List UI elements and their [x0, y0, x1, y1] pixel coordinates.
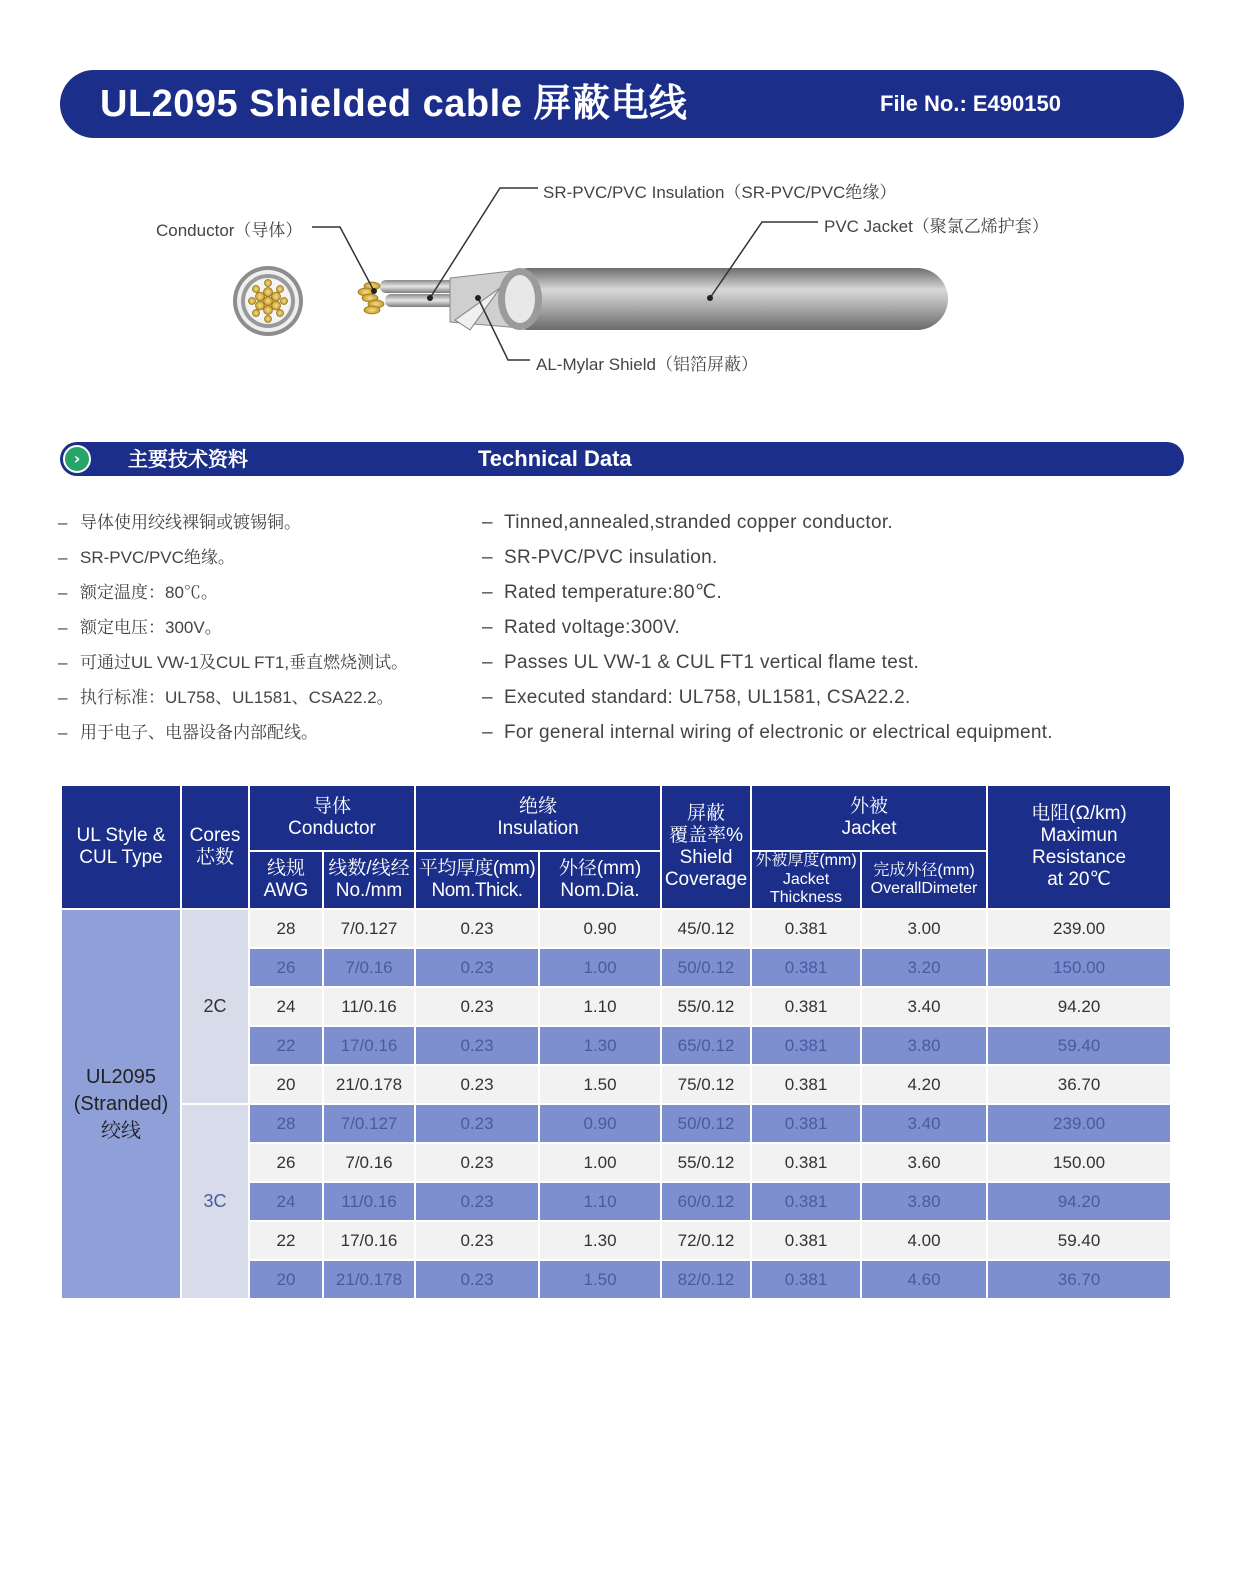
list-item: – SR-PVC/PVC绝缘。 — [58, 548, 235, 567]
table-cell: 0.23 — [415, 909, 539, 948]
section-header — [60, 442, 1184, 476]
list-item: – Executed standard: UL758, UL1581, CSA22.2. — [482, 687, 911, 708]
table-cell: 239.00 — [987, 909, 1171, 948]
list-item: – For general internal wiring of electronic or electrical equipment. — [482, 722, 1053, 743]
spec-list-en — [482, 505, 1202, 750]
table-cell: 1.00 — [539, 948, 661, 987]
table-cell: 4.60 — [861, 1260, 987, 1299]
list-item: – 可通过UL VW-1及CUL FT1,垂直燃烧测试。 — [58, 653, 409, 672]
table-cell: 0.23 — [415, 1065, 539, 1104]
header-strand: 线数/线经 No./mm — [323, 851, 415, 909]
table-cell: 65/0.12 — [661, 1026, 751, 1065]
table-cell: 55/0.12 — [661, 987, 751, 1026]
list-item: – 执行标准：UL758、UL1581、CSA22.2。 — [58, 688, 394, 707]
table-cell: 4.20 — [861, 1065, 987, 1104]
table-cell: 3.80 — [861, 1182, 987, 1221]
table-cell: 28 — [249, 909, 323, 948]
list-item: – Tinned,annealed,stranded copper conductor. — [482, 512, 893, 533]
list-item: – 额定电压：300V。 — [58, 618, 222, 637]
table-row — [61, 1104, 1171, 1143]
table-cell: 0.381 — [751, 1260, 861, 1299]
table-cell: 0.381 — [751, 1182, 861, 1221]
table-cell: 0.381 — [751, 1104, 861, 1143]
conductor-label: Conductor（导体） — [156, 221, 303, 240]
table-cell: 24 — [249, 1182, 323, 1221]
table-cell: 1.10 — [539, 1182, 661, 1221]
table-cell: 1.00 — [539, 1143, 661, 1182]
header-overall-diameter: 完成外径(mm) OverallDimeter — [861, 851, 987, 909]
header-nom-dia: 外径(mm) Nom.Dia. — [539, 851, 661, 909]
table-cell: 3.40 — [861, 1104, 987, 1143]
table-cell: 1.50 — [539, 1260, 661, 1299]
table-cell: 50/0.12 — [661, 1104, 751, 1143]
cores-cell: 3C — [181, 1104, 249, 1299]
table-cell: 0.381 — [751, 948, 861, 987]
table-cell: 72/0.12 — [661, 1221, 751, 1260]
table-cell: 0.381 — [751, 1221, 861, 1260]
table-cell: 0.90 — [539, 909, 661, 948]
table-cell: 59.40 — [987, 1026, 1171, 1065]
table-cell: 3.20 — [861, 948, 987, 987]
table-cell: 20 — [249, 1065, 323, 1104]
header-jacket-thickness: 外被厚度(mm) Jacket Thickness — [751, 851, 861, 909]
table-cell: 36.70 — [987, 1260, 1171, 1299]
table-cell: 3.60 — [861, 1143, 987, 1182]
table-cell: 0.381 — [751, 909, 861, 948]
table-cell: 7/0.16 — [323, 948, 415, 987]
table-cell: 239.00 — [987, 1104, 1171, 1143]
table-cell: 7/0.127 — [323, 1104, 415, 1143]
table-cell: 28 — [249, 1104, 323, 1143]
table-cell: 60/0.12 — [661, 1182, 751, 1221]
table-cell: 50/0.12 — [661, 948, 751, 987]
header-awg: 线规 AWG — [249, 851, 323, 909]
list-item: – 额定温度：80℃。 — [58, 583, 218, 602]
table-cell: 0.23 — [415, 1221, 539, 1260]
insulation-label: SR-PVC/PVC Insulation（SR-PVC/PVC绝缘） — [543, 183, 897, 202]
table-cell: 94.20 — [987, 1182, 1171, 1221]
table-cell: 55/0.12 — [661, 1143, 751, 1182]
cross-section-icon — [233, 266, 303, 336]
table-cell: 82/0.12 — [661, 1260, 751, 1299]
table-cell: 21/0.178 — [323, 1260, 415, 1299]
table-cell: 21/0.178 — [323, 1065, 415, 1104]
header-ul-style: UL Style & CUL Type — [61, 785, 181, 909]
table-cell: 0.381 — [751, 1026, 861, 1065]
title-bar — [60, 70, 1184, 138]
table-cell: 0.381 — [751, 1065, 861, 1104]
table-cell: 11/0.16 — [323, 987, 415, 1026]
table-cell: 0.23 — [415, 1260, 539, 1299]
table-cell: 17/0.16 — [323, 1221, 415, 1260]
table-cell: 75/0.12 — [661, 1065, 751, 1104]
header-jacket: 外被 Jacket — [751, 785, 987, 851]
table-cell: 0.23 — [415, 1143, 539, 1182]
header-cores: Cores 芯数 — [181, 785, 249, 909]
table-cell: 26 — [249, 1143, 323, 1182]
table-cell: 59.40 — [987, 1221, 1171, 1260]
table-cell: 0.90 — [539, 1104, 661, 1143]
table-cell: 1.30 — [539, 1026, 661, 1065]
table-cell: 0.381 — [751, 987, 861, 1026]
section-title-en: Technical Data — [478, 446, 632, 471]
table-cell: 7/0.127 — [323, 909, 415, 948]
header-nom-thick: 平均厚度(mm) Nom.Thick. — [415, 851, 539, 909]
cores-cell: 2C — [181, 909, 249, 1104]
table-cell: 17/0.16 — [323, 1026, 415, 1065]
table-cell: 1.30 — [539, 1221, 661, 1260]
table-cell: 45/0.12 — [661, 909, 751, 948]
table-cell: 150.00 — [987, 1143, 1171, 1182]
table-cell: 3.40 — [861, 987, 987, 1026]
chevron-right-icon: › — [63, 445, 91, 473]
technical-data-table — [60, 784, 1172, 1300]
list-item: – Passes UL VW-1 & CUL FT1 vertical flame test. — [482, 652, 920, 673]
table-cell: 22 — [249, 1026, 323, 1065]
table-cell: 36.70 — [987, 1065, 1171, 1104]
list-item: – 用于电子、电器设备内部配线。 — [58, 723, 318, 742]
table-cell: 0.23 — [415, 948, 539, 987]
table-cell: 3.00 — [861, 909, 987, 948]
list-item: – Rated temperature:80℃. — [482, 582, 723, 603]
table-cell: 0.23 — [415, 1104, 539, 1143]
cable-diagram — [0, 170, 1244, 410]
spec-list-cn — [58, 505, 478, 750]
table-cell: 20 — [249, 1260, 323, 1299]
table-row — [61, 909, 1171, 948]
list-item: – 导体使用绞线裸铜或镀锡铜。 — [58, 513, 301, 532]
table-cell: 11/0.16 — [323, 1182, 415, 1221]
table-cell: 26 — [249, 948, 323, 987]
section-title-cn: 主要技术资料 — [128, 447, 248, 471]
table-cell: 3.80 — [861, 1026, 987, 1065]
header-shield: 屏蔽 覆盖率% Shield Coverage — [661, 785, 751, 909]
table-cell: 1.50 — [539, 1065, 661, 1104]
table-cell: 7/0.16 — [323, 1143, 415, 1182]
table-cell: 0.381 — [751, 1143, 861, 1182]
list-item: – Rated voltage:300V. — [482, 617, 681, 638]
table-cell: 1.10 — [539, 987, 661, 1026]
type-cell: UL2095 (Stranded) 绞线 — [61, 909, 181, 1299]
page-title: UL2095 Shielded cable 屏蔽电线 — [100, 83, 688, 125]
header-insulation: 绝缘 Insulation — [415, 785, 661, 851]
list-item: – SR-PVC/PVC insulation. — [482, 547, 718, 568]
table-cell: 0.23 — [415, 1026, 539, 1065]
table-cell: 94.20 — [987, 987, 1171, 1026]
table-cell: 0.23 — [415, 987, 539, 1026]
header-resistance: 电阻(Ω/km) Maximun Resistance at 20℃ — [987, 785, 1171, 909]
table-cell: 150.00 — [987, 948, 1171, 987]
header-conductor: 导体 Conductor — [249, 785, 415, 851]
table-cell: 22 — [249, 1221, 323, 1260]
shield-label: AL-Mylar Shield（铝箔屏蔽） — [536, 355, 758, 374]
table-cell: 0.23 — [415, 1182, 539, 1221]
jacket-label: PVC Jacket（聚氯乙烯护套） — [824, 217, 1049, 236]
table-cell: 24 — [249, 987, 323, 1026]
table-cell: 4.00 — [861, 1221, 987, 1260]
file-number: File No.: E490150 — [880, 91, 1061, 116]
